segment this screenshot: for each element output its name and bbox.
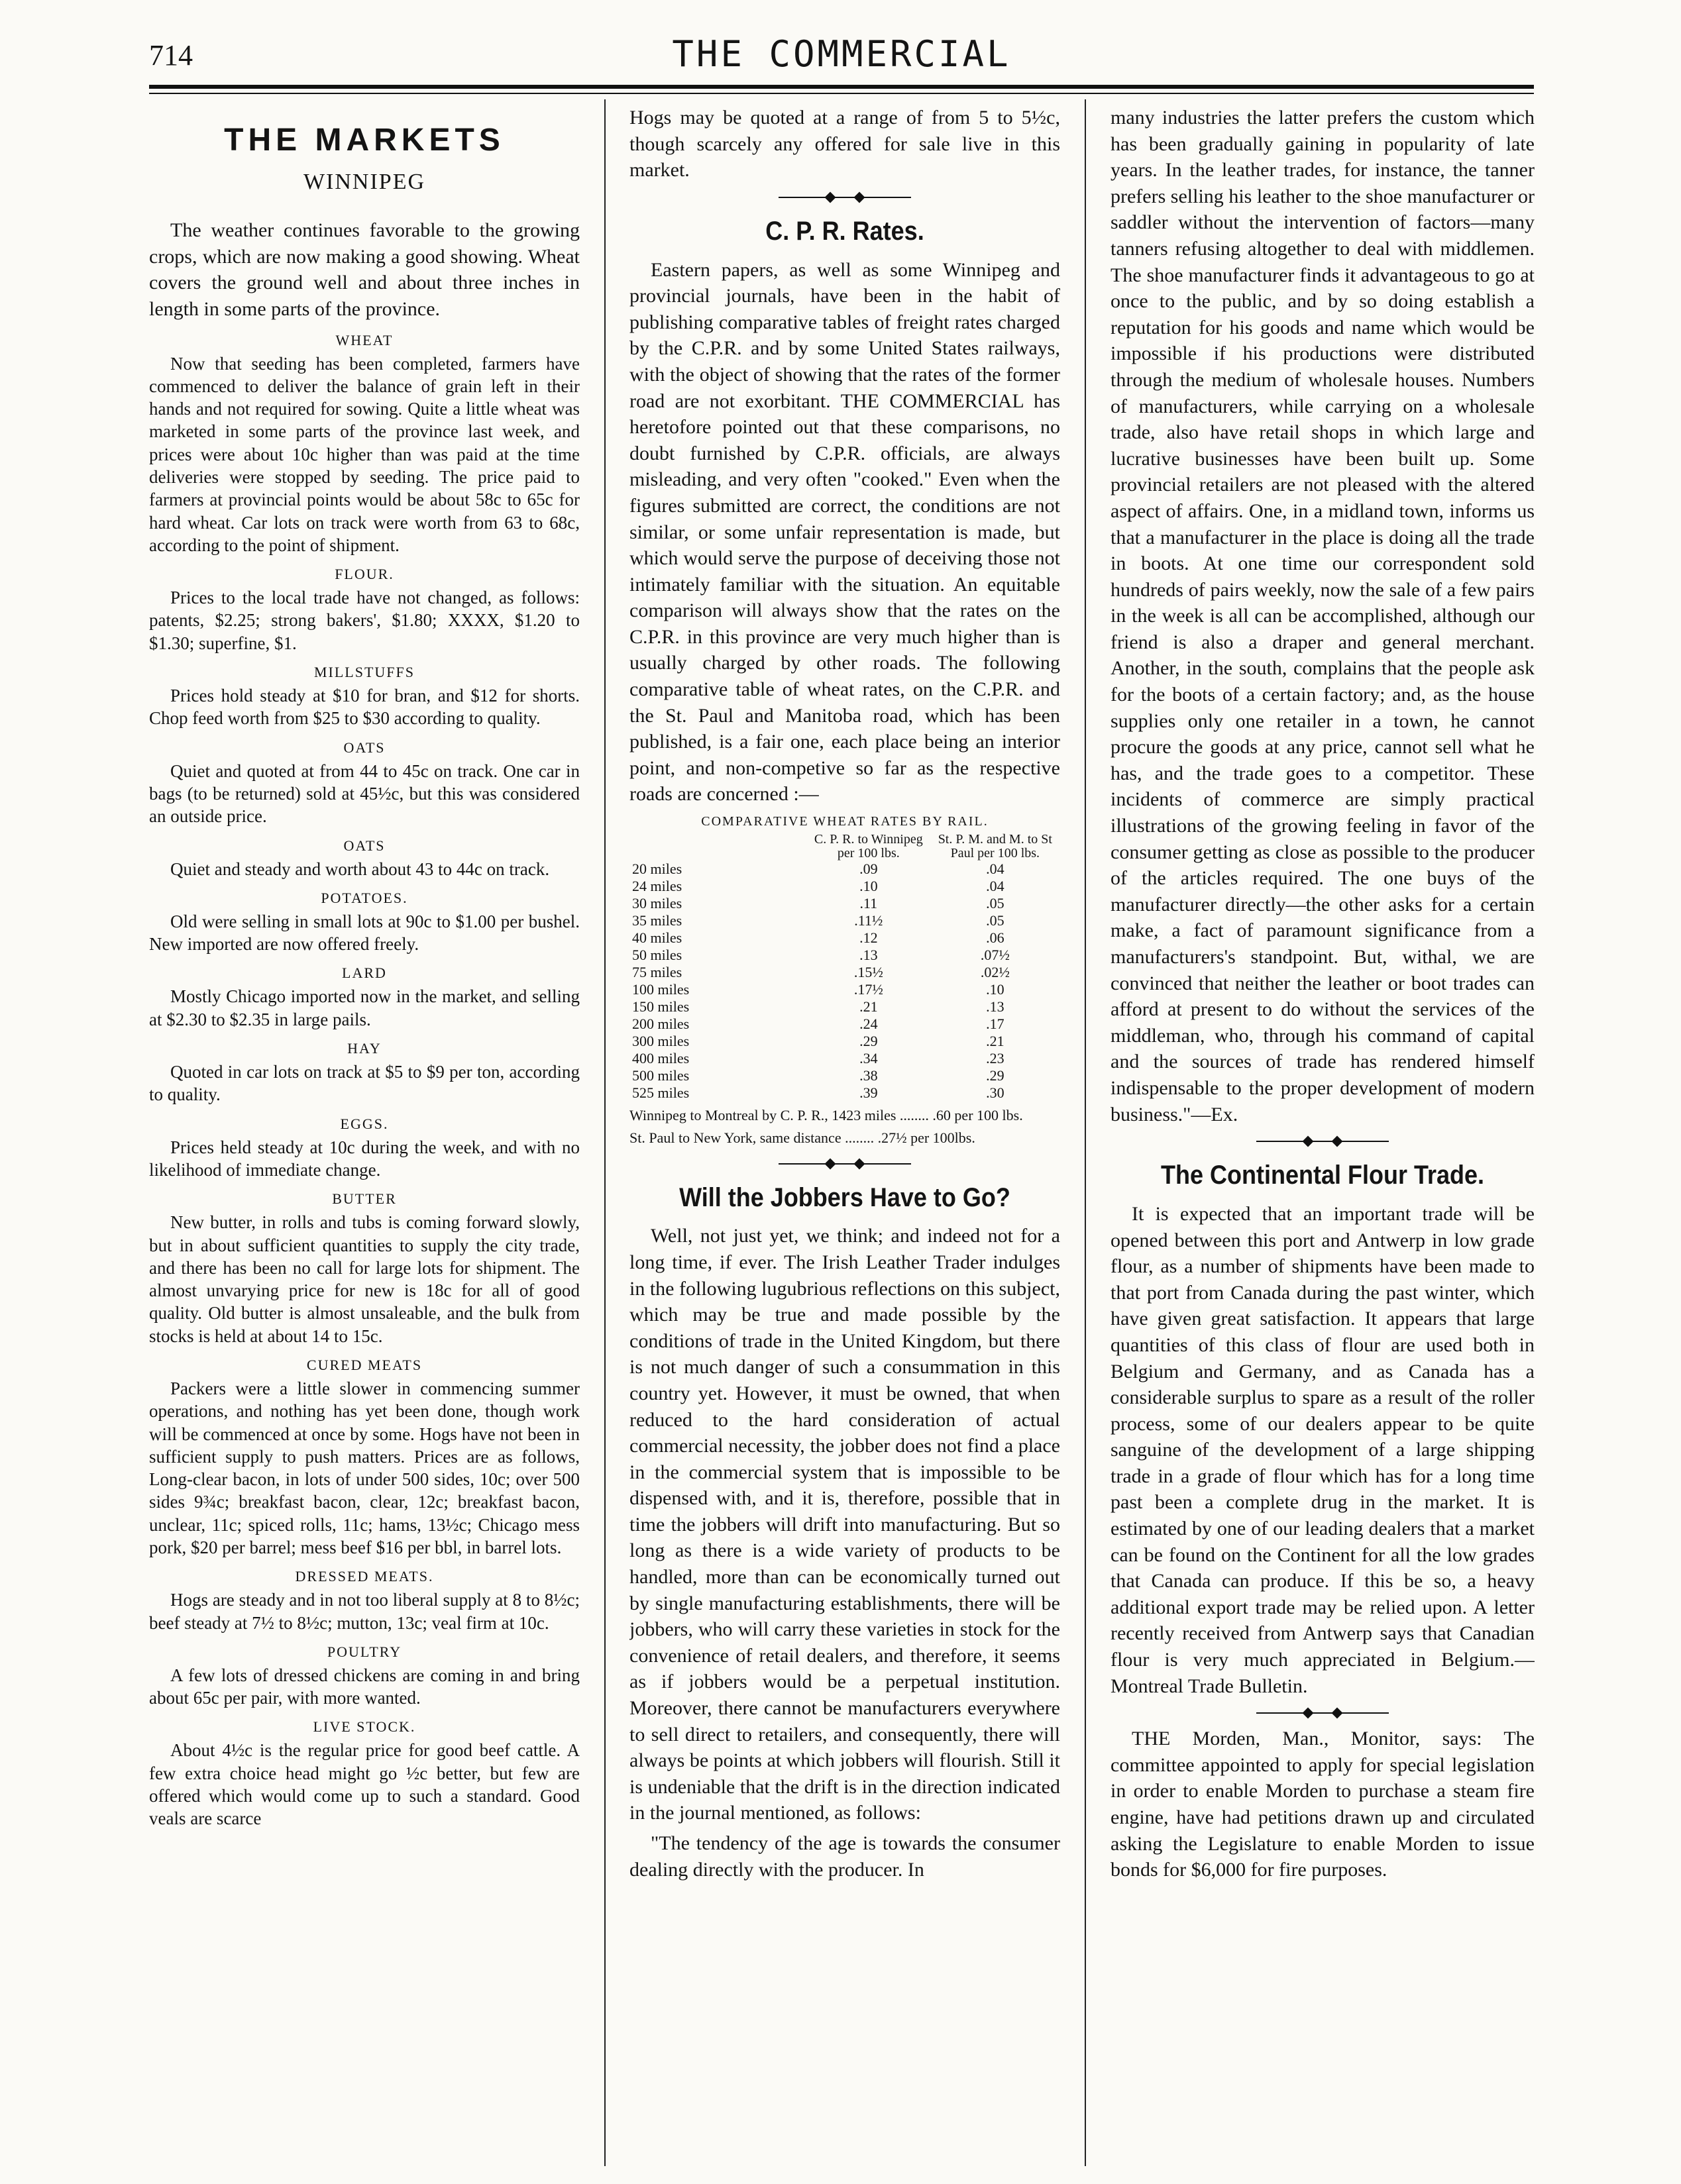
distance-cell: 75 miles — [632, 964, 682, 981]
stpaul-rate-cell: .07½ — [980, 947, 1010, 964]
section-heading: OATS — [343, 837, 386, 854]
table-row — [629, 1067, 1060, 1084]
section-heading: DRESSED MEATS. — [295, 1568, 434, 1585]
masthead — [149, 32, 1534, 78]
table-row — [629, 1015, 1060, 1033]
table-row — [629, 947, 1060, 964]
wheat-rates-table — [629, 813, 1060, 1147]
cpr-rate-cell: .10 — [859, 878, 878, 895]
stpaul-rate-cell: .23 — [986, 1049, 1004, 1066]
section-ornament — [1111, 1703, 1535, 1723]
column-right — [1111, 105, 1535, 2165]
section-heading: LIVE STOCK. — [313, 1718, 416, 1736]
stpaul-rate-cell: .05 — [986, 912, 1004, 929]
table-row — [629, 981, 1060, 998]
cpr-rate-cell: .38 — [859, 1066, 878, 1084]
cpr-rate-cell: .17½ — [853, 981, 883, 998]
cpr-rate-cell: .13 — [859, 947, 878, 964]
cpr-rate-cell: .21 — [859, 998, 878, 1015]
cpr-rate-cell: .34 — [859, 1049, 878, 1066]
cpr-rate-cell: .39 — [859, 1084, 878, 1101]
section-text: Old were selling in small lots at 90c to $1.00 per bushel. New imported are now offered freely. — [149, 911, 580, 955]
section-heading: WHEAT — [335, 331, 394, 348]
markets-title: THE MARKETS — [224, 123, 505, 158]
section-heading: HAY — [347, 1040, 382, 1057]
distance-cell: 400 miles — [632, 1049, 690, 1066]
section-text: Mostly Chicago imported now in the market, and selling at $2.30 to $2.35 in large pails. — [149, 986, 580, 1029]
table-row — [629, 860, 1060, 878]
table-row — [629, 964, 1060, 981]
section-heading: EGGS. — [340, 1115, 389, 1132]
stpaul-rate-cell: .30 — [986, 1084, 1004, 1101]
distance-cell: 300 miles — [632, 1032, 690, 1049]
table-row — [629, 1033, 1060, 1050]
section-heading: FLOUR. — [335, 566, 394, 583]
jobbers-title: Will the Jobbers Have to Go? — [679, 1182, 1010, 1212]
section-heading: BUTTER — [332, 1190, 397, 1208]
continued-text: many industries the latter prefers the custom which has been gradually gaining in popularity of late years. In the leather trades, for instance, the tanner prefers selling his leather to the shoe manufacturer or saddler without the intervention of factors—many tanners refusing altogether to deal with middlemen. The shoe manufacturer finds it advantageous to go at once to the public, and by so doing establish a reputation for his goods and name which would be impossible if his productions were distributed through the medium of wholesale houses. Numbers of manufacturers, while carrying on a wholesale trade, also have retail shops in which large and lucrative businesses have been built up. Some provincial retailers are not pleased with the altered aspect of affairs. One, in a midland town, informs us that a manufacturer in the place is doing all the trade in boots. At one time our correspondent sold hundreds of pairs weekly, now the sale of a few pairs in the week is all can be accomplished, although our friend is also a draper and general merchant. Another, in the south, complains that the people ask for the boots of a certain factory; and, as the house supplies only one retailer in a town, he cannot procure the goods at any price, cannot sell what he has, and the trade goes to a competitor. These incidents of commerce are simply practical illustrations of the growing feeling in favor of the consumer getting as close as possible to the producer of the articles required. The one buys of the manufacturer directly—the other asks for a certain make, a fact of paramount significance from a manufacturers's standpoint. But, withal, we are convinced that neither the leather or boot trades can afford at present to do without the services of the middleman, who, through his command of capital and the sources of trade has rendered himself indispensable to the proper development of modern business."—Ex. — [1111, 107, 1535, 1125]
cpr-rates-text: Eastern papers, as well as some Winnipeg and provincial journals, have been in the habit of publishing comparative tables of freight rates charged by the C.P.R. and by some United States railways, with the object of showing that the rates of the former road are not exorbitant. THE COMMERCIAL has heretofore pointed out that these comparisons, no doubt furnished by C.P.R. officials, are always misleading, and very often "cooked." Even when the figures submitted are correct, the conditions are not similar, or some unfair representation is made, but which would serve the purpose of deceiving those not intimately familiar with the situation. An equitable comparison will always show that the rates on the C.P.R. in this province are very much higher than is usually charged by other roads. The following comparative table of wheat rates, on the C.P.R. and the St. Paul and Manitoba road, which has been published, is a fair one, each place being an interior point, and non-competive so far as the respective roads are concerned :— — [629, 258, 1060, 806]
section-text: Quiet and quoted at from 44 to 45c on track. One car in bags (to be returned) sold at 45½c, but this was considered an outside price. — [149, 760, 580, 827]
distance-cell: 50 miles — [632, 947, 682, 964]
cpr-rates-title: C. P. R. Rates. — [765, 216, 924, 246]
section-heading: MILLSTUFFS — [313, 664, 415, 681]
table-row — [629, 998, 1060, 1015]
column-middle — [629, 105, 1060, 2165]
section-text: Quiet and steady and worth about 43 to 44c on track. — [170, 858, 550, 879]
table-row — [629, 1084, 1060, 1102]
stpaul-rate-cell: .21 — [986, 1032, 1004, 1049]
stpaul-rate-cell: .13 — [986, 998, 1004, 1015]
rates-header — [629, 833, 807, 860]
section-heading: OATS — [343, 739, 386, 756]
stpaul-rate-cell: .02½ — [980, 964, 1010, 981]
cpr-rate-cell: .11½ — [854, 912, 883, 929]
section-heading: POTATOES. — [321, 889, 408, 906]
distance-cell: 35 miles — [632, 912, 682, 929]
page-number: 714 — [149, 39, 193, 72]
section-text: New butter, in rolls and tubs is coming forward slowly, but in about sufficient quantities to supply the city trade, and there has been no call for large lots for shipment. The almost unvarying price for new is 18c for all of good quality. Old butter is almost unsaleable, and the bulk from stocks is held at about 14 to 15c. — [149, 1212, 580, 1346]
rates-header-row — [629, 833, 1060, 860]
stpaul-rate-cell: .29 — [986, 1066, 1004, 1084]
section-heading: POULTRY — [327, 1643, 402, 1660]
cpr-rate-cell: .11 — [859, 895, 878, 912]
section-ornament — [629, 1154, 1060, 1174]
section-text: Prices held steady at 10c during the week, and with no likelihood of immediate change. — [149, 1137, 580, 1180]
section-ornament — [1111, 1131, 1535, 1151]
markets-intro: The weather continues favorable to the growing crops, which are now making a good showing. Wheat covers the ground well and about three inches in length in some parts of the province. — [149, 219, 580, 321]
flour-trade-text: It is expected that an important trade will be opened between this port and Antwerp in low grade flour, as a number of shipments have been made to that port from Canada during the past winter, which have given great satisfaction. It appears that large quantities of this class of flour are used both in Belgium and Germany, and as Canada has a considerable surplus to spare as a result of the roller process, some of our dealers appear to be quite sanguine of the development of a large shipping trade in a grade of flour which has for a long time past been a complete drug in the market. It is estimated by one of our leading dealers that a market can be found on the Continent for all the low grades that Canada can produce. If this be so, a heavy additional export trade may be relied upon. A letter recently received from Antwerp says that Canadian flour is very much appreciated in Belgium.—Montreal Trade Bulletin. — [1111, 1202, 1535, 1697]
section-text: Now that seeding has been completed, farmers have commenced to deliver the balance of grain left in their hands and not required for sowing. Quite a little wheat was marketed in some parts of the province last week, and prices were about 10c higher than was paid at the time deliveries were stopped by seeding. The price paid to farmers at provincial points would be about 58c to 65c for hard wheat. Car lots on track were worth from 63 to 68c, according to the point of shipment. — [149, 353, 580, 555]
rates-caption: COMPARATIVE WHEAT RATES BY RAIL. — [701, 814, 989, 829]
masthead-rule — [149, 85, 1534, 89]
section-heading: LARD — [342, 964, 387, 982]
table-row — [629, 1050, 1060, 1067]
distance-cell: 100 miles — [632, 981, 690, 998]
rates-header: St. P. M. and M. to St Paul per 100 lbs. — [938, 832, 1052, 861]
cpr-rate-cell: .15½ — [853, 964, 883, 981]
section-text: Prices hold steady at $10 for bran, and $12 for shorts. Chop feed worth from $25 to $30 according to quality. — [149, 686, 580, 729]
distance-cell: 40 miles — [632, 929, 682, 947]
table-row — [629, 878, 1060, 895]
section-text: Packers were a little slower in commencing summer operations, and nothing has yet been done, though work will be commenced at once by some. Hogs have not been in sufficient supply to push matters. Prices are as follows, Long-clear bacon, in lots of under 500 sides, 10c; over 500 sides 9¾c; breakfast bacon, clear, 12c; breakfast bacon, unclear, 11c; spiced rolls, 11c; hams, 13½c; Chicago mess pork, $20 per barrel; mess beef $16 per bbl, in barrel lots. — [149, 1378, 580, 1557]
rates-grid — [629, 833, 1060, 1101]
rates-note-montreal: Winnipeg to Montreal by C. P. R., 1423 miles ........ .60 per 100 lbs. — [629, 1106, 1023, 1123]
distance-cell: 30 miles — [632, 895, 682, 912]
table-row — [629, 929, 1060, 947]
column-divider — [604, 99, 606, 2166]
flour-trade-title: The Continental Flour Trade. — [1160, 1161, 1485, 1190]
cpr-rate-cell: .12 — [859, 929, 878, 947]
table-row — [629, 912, 1060, 929]
distance-cell: 20 miles — [632, 860, 682, 878]
rates-header: C. P. R. to Winnipeg per 100 lbs. — [814, 832, 923, 861]
markets-subtitle: WINNIPEG — [303, 170, 426, 195]
section-text: A few lots of dressed chickens are coming in and bring about 65c per pair, with more wanted. — [149, 1665, 580, 1708]
jobbers-quote: "The tendency of the age is towards the consumer dealing directly with the producer. In — [629, 1832, 1060, 1881]
table-row — [629, 895, 1060, 912]
column-markets — [149, 105, 580, 2165]
distance-cell: 150 miles — [632, 998, 690, 1015]
section-text: Hogs are steady and in not too liberal supply at 8 to 8½c; beef steady at 7½ to 8½c; mutton, 13c; veal firm at 10c. — [149, 1590, 580, 1633]
stpaul-rate-cell: .04 — [986, 878, 1004, 895]
section-text: Prices to the local trade have not changed, as follows: patents, $2.25; strong bakers', $1.80; XXXX, $1.20 to $1.30; superfine, $1. — [149, 588, 580, 653]
section-text: Quoted in car lots on track at $5 to $9 per ton, according to quality. — [149, 1062, 580, 1105]
cpr-rate-cell: .09 — [859, 860, 878, 878]
section-ornament — [629, 187, 1060, 207]
stpaul-rate-cell: .05 — [986, 895, 1004, 912]
stpaul-rate-cell: .17 — [986, 1015, 1004, 1033]
section-text: About 4½c is the regular price for good beef cattle. A few extra choice head might go ½c better, but few are offered which would come up to such a standard. Good veals are scarce — [149, 1740, 580, 1829]
jobbers-text: Well, not just yet, we think; and indeed not for a long time, if ever. The Irish Leather Trader indulges in the following lugubrious reflections on this subject, which may be true and made possible by the conditions of trade in the United Kingdom, but there is not much danger of such a consummation in this country yet. However, it must be owned, that when reduced to the hard consideration of actual commercial necessity, the jobber does not find a place in the commercial system that is impossible to be dispensed with, and it is, therefore, possible that in time the jobbers will drift into manufacturing. But so long as there is a wide variety of products to be handled, more than can be economically turned out by single manufacturing establishments, there will be jobbers, who will carry these varieties in stock for the convenience of retail dealers, and therefore, it seems as if jobbers would be a perpetual institution. Moreover, there cannot be manufacturers everywhere to sell direct to retailers, and consequently, there will always be points at which jobbers will flourish. Still it is undeniable that the drift is in the direction indicated in the journal mentioned, as follows: — [629, 1225, 1060, 1824]
morden-text: THE Morden, Man., Monitor, says: The committee appointed to apply for special legislation in order to enable Morden to purchase a steam fire engine, have had petitions drawn up and circulated asking the Legislature to enable Morden to issue bonds for $6,000 for fire purposes. — [1111, 1728, 1535, 1881]
cpr-rate-cell: .29 — [859, 1032, 878, 1049]
stpaul-rate-cell: .04 — [986, 860, 1004, 878]
stpaul-rate-cell: .06 — [986, 929, 1004, 947]
distance-cell: 525 miles — [632, 1084, 690, 1101]
newspaper-title: THE COMMERCIAL — [672, 33, 1011, 75]
cpr-rate-cell: .24 — [859, 1015, 878, 1033]
rates-note-newyork: St. Paul to New York, same distance ........ .27½ per 100lbs. — [629, 1129, 975, 1147]
distance-cell: 24 miles — [632, 878, 682, 895]
distance-cell: 200 miles — [632, 1015, 690, 1033]
masthead-rule-thin — [149, 93, 1534, 94]
stpaul-rate-cell: .10 — [986, 981, 1004, 998]
continued-text: Hogs may be quoted at a range of from 5 to 5½c, though scarcely any offered for sale live in this market. — [629, 107, 1060, 182]
distance-cell: 500 miles — [632, 1066, 690, 1084]
column-divider — [1085, 99, 1086, 2166]
section-heading: CURED MEATS — [306, 1356, 423, 1373]
